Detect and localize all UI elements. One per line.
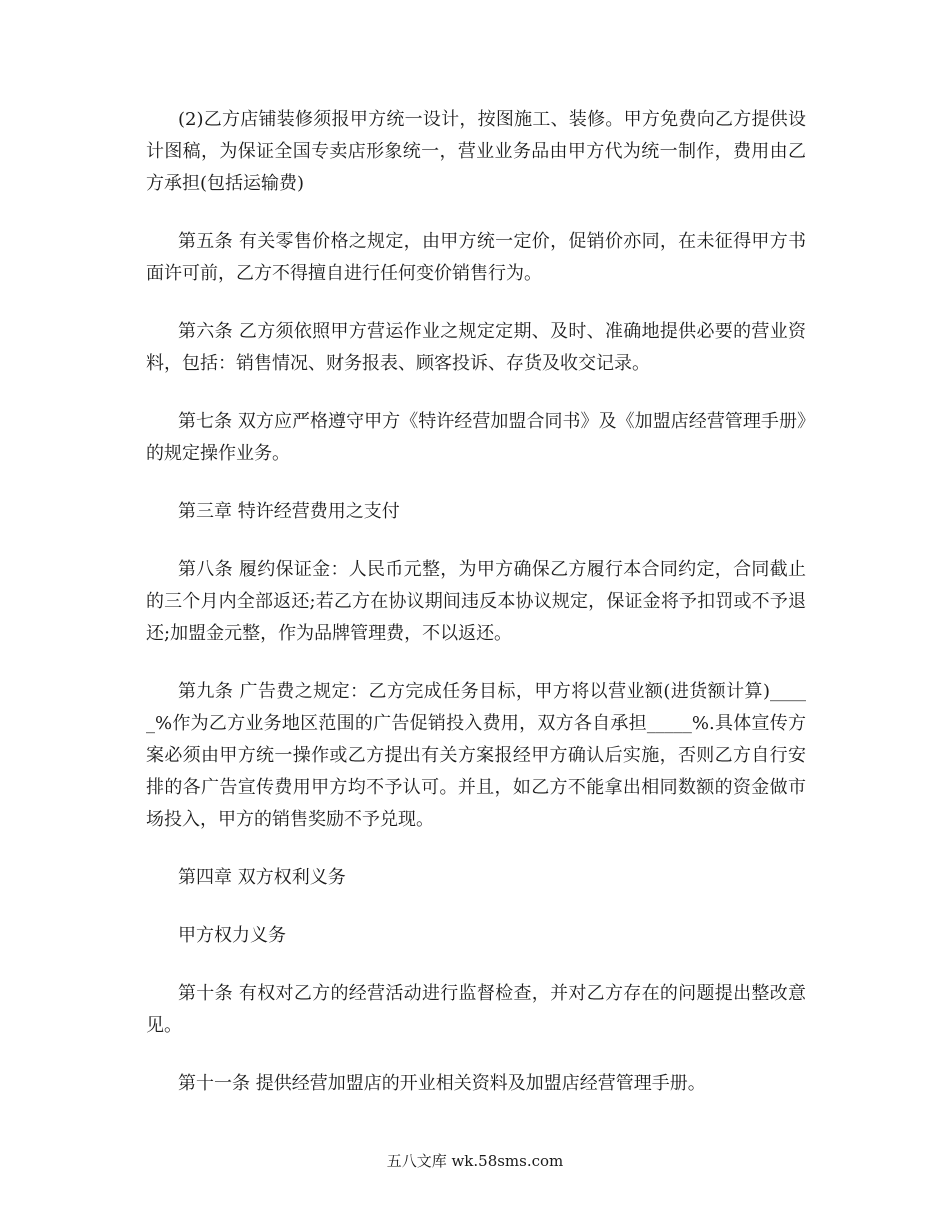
paragraph-decoration-clause: (2)乙方店铺装修须报甲方统一设计，按图施工、装修。甲方免费向乙方提供设计图稿，为保证全国专卖店形象统一，营业业务品由甲方代为统一制作，费用由乙方承担(包括运输费) [146,109,806,194]
chapter-3-heading: 第三章 特许经营费用之支付 [178,501,400,522]
paragraph-article-9: 第九条 广告费之规定：乙方完成任务目标，甲方将以营业额(进货额计算)_____%作为乙方业务地区范围的广告促销投入费用，双方各自承担_____%.具体宣传方案必须由甲方统一操作或乙方提出有关方案报经甲方确认后实施，否则乙方自行安排的各广告宣传费用甲方均不予认可。并且，如乙方不能拿出相同数额的资金做市场投入，甲方的销售奖励不予兑现。 [146,681,806,830]
chapter-4-heading: 第四章 双方权利义务 [178,867,346,888]
paragraph-article-11: 第十一条 提供经营加盟店的开业相关资料及加盟店经营管理手册。 [178,1073,706,1094]
paragraph-article-7: 第七条 双方应严格遵守甲方《特许经营加盟合同书》及《加盟店经营管理手册》的规定操作业务。 [146,411,806,464]
paragraph-article-5: 第五条 有关零售价格之规定，由甲方统一定价，促销价亦同，在未征得甲方书面许可前，乙方不得擅自进行任何变价销售行为。 [146,231,806,284]
document-body [146,104,806,1126]
party-a-rights-heading: 甲方权力义务 [178,925,286,946]
paragraph-article-8: 第八条 履约保证金：人民币元整，为甲方确保乙方履行本合同约定，合同截止的三个月内全部返还;若乙方在协议期间违反本协议规定，保证金将予扣罚或不予退还;加盟金元整，作为品牌管理费，不以返还。 [146,559,806,644]
paragraph-article-6: 第六条 乙方须依照甲方营运作业之规定定期、及时、准确地提供必要的营业资料，包括：销售情况、财务报表、顾客投诉、存货及收交记录。 [146,321,806,374]
paragraph-article-10: 第十条 有权对乙方的经营活动进行监督检查，并对乙方存在的问题提出整改意见。 [146,983,806,1036]
page-footer: 五八文库 wk.58sms.com [386,1152,564,1170]
